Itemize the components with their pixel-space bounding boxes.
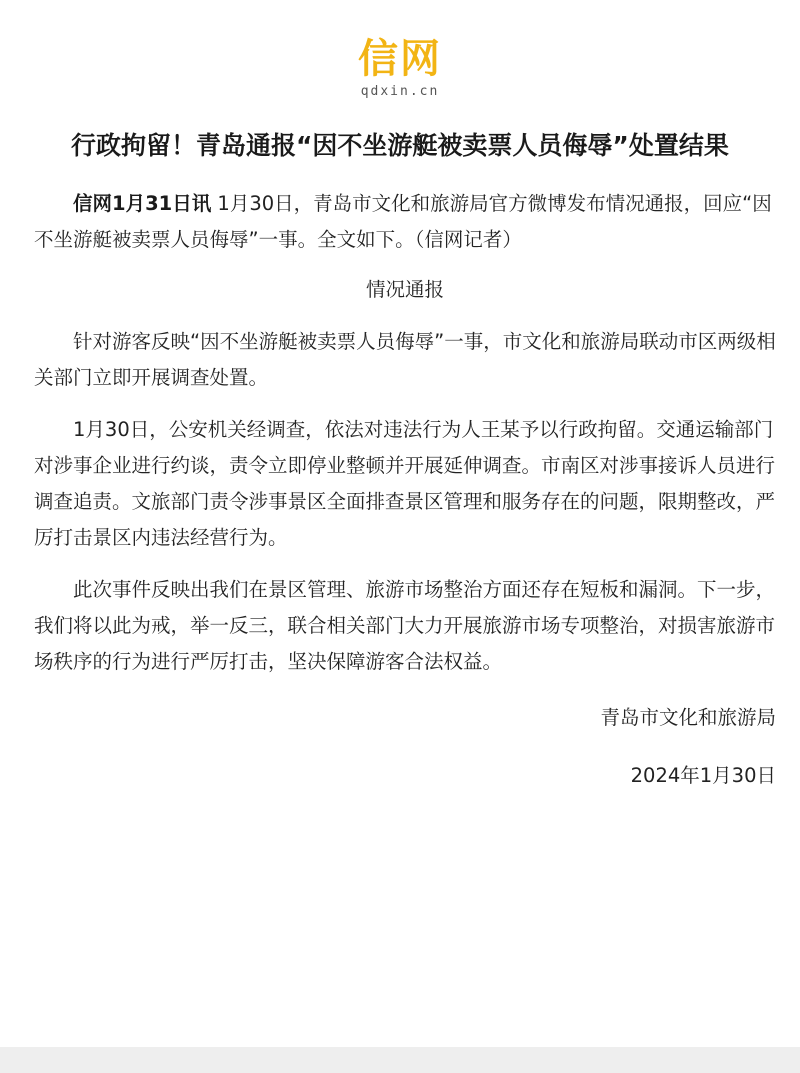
article-lead xyxy=(34,186,776,258)
logo-wordmark: 信网 xyxy=(358,36,442,82)
lead-source: 信网1月31日讯 xyxy=(73,192,212,215)
article-title: 行政拘留！青岛通报“因不坐游艇被卖票人员侮辱”处置结果 xyxy=(71,131,729,160)
body-paragraph: 针对游客反映“因不坐游艇被卖票人员侮辱”一事，市文化和旅游局联动市区两级相关部门立即开展调查处置。 xyxy=(34,330,776,389)
logo-url: qdxin.cn xyxy=(360,84,440,99)
site-logo[interactable] xyxy=(0,36,800,99)
body-paragraph: 1月30日，公安机关经调查，依法对违法行为人王某予以行政拘留。交通运输部门对涉事企业进行约谈，责令立即停业整顿并开展延伸调查。市南区对涉事接诉人员进行调查追责。文旅部门责令涉事景区全面排查景区管理和服务存在的问题，限期整改，严厉打击景区内违法经营行为。 xyxy=(34,418,776,549)
article xyxy=(34,120,776,794)
body-paragraph: 此次事件反映出我们在景区管理、旅游市场整治方面还存在短板和漏洞。下一步，我们将以此为戒，举一反三，联合相关部门大力开展旅游市场专项整治，对损害旅游市场秩序的行为进行严厉打击，坚决保障游客合法权益。 xyxy=(34,578,776,673)
signature: 青岛市文化和旅游局 xyxy=(600,706,776,729)
lead-text: 1月30日，青岛市文化和旅游局官方微博发布情况通报，回应“因不坐游艇被卖票人员侮辱”一事。全文如下。（信网记者） xyxy=(34,192,772,251)
publish-date: 2024年1月30日 xyxy=(630,764,776,787)
notice-title: 情况通报 xyxy=(365,278,444,301)
footer-bar xyxy=(0,1047,800,1073)
